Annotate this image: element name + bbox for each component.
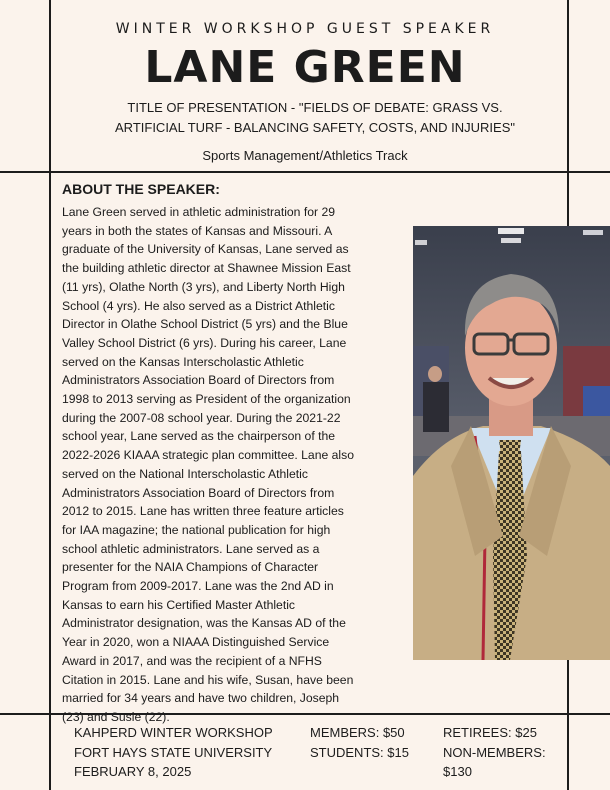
event-venue: FORT HAYS STATE UNIVERSITY (74, 744, 273, 760)
event-kicker: WINTER WORKSHOP GUEST SPEAKER (115, 21, 495, 37)
bio-line: school athletic administrators. Lane served as a (62, 541, 320, 556)
bio-line: Administrators Association Board of Directors from (62, 373, 335, 388)
bio-line: school year, Lane served as the chairperson of the (62, 429, 336, 444)
speaker-name: LANE GREEN (144, 42, 466, 93)
track-label: Sports Management/Athletics Track (202, 148, 408, 163)
event-info (74, 723, 273, 782)
about-heading: ABOUT THE SPEAKER: (62, 181, 220, 197)
bio-line: Program from 2009-2017. Lane was the 2nd AD in (62, 579, 334, 594)
bio-line: 2022-2026 KIAAA strategic plan committee. Lane also (62, 448, 354, 463)
event-name: KAHPERD WINTER WORKSHOP (74, 725, 273, 740)
bio-line: during the 2007-08 school year. During the 2021-22 (62, 410, 341, 425)
bio-line: Administrator designation, was the Kansas AD of the (62, 616, 346, 631)
bio-line: Valley School District (6 yrs). During his career, Lane (62, 335, 347, 350)
bio-line: Year in 2020, won a NIAAA Distinguished Service (62, 635, 330, 650)
bio-line: Director in Olathe School District (5 yrs) and the Blue (62, 317, 348, 332)
bio-line: (23) and Susie (22). (62, 709, 170, 724)
bio-line: School (4 yrs). He also served as a District Athletic (62, 298, 335, 313)
pricing-retirees-nonmembers (443, 723, 546, 782)
event-date: FEBRUARY 8, 2025 (74, 764, 192, 779)
bio-line: Award in 2017, and was the recipient of a NFHS (62, 653, 322, 668)
bio-line: Administrators Association Board of Directors from (62, 485, 335, 500)
bio-line: married for 34 years and have two children, Joseph (62, 691, 340, 706)
bio-line: Citation in 2015. Lane and his wife, Susan, have been (62, 672, 354, 687)
bio-line: Lane Green served in athletic administration for 29 (62, 205, 336, 219)
bio-line: years in both the states of Kansas and Missouri. A (62, 223, 333, 238)
members-price: MEMBERS: $50 (310, 725, 405, 740)
non-members-price: $130 (443, 764, 472, 779)
non-members-label: NON-MEMBERS: (443, 744, 546, 760)
left-frame-line (49, 0, 51, 790)
presentation-title-line: TITLE OF PRESENTATION - "FIELDS OF DEBATE: GRASS VS. (127, 100, 503, 115)
bio-line: served on the National Interscholastic Athletic (62, 466, 308, 481)
bio-line: the building athletic director at Shawnee Mission East (62, 261, 351, 276)
bio-line: for IAA magazine; the national publication for high (62, 522, 331, 537)
students-price: STUDENTS: $15 (310, 744, 409, 760)
retirees-price: RETIREES: $25 (443, 725, 537, 740)
header-divider (0, 171, 610, 173)
bio-line: 1998 to 2013 serving as President of the organization (62, 392, 351, 407)
bio-line: Kansas to earn his Certified Master Athletic (62, 597, 296, 612)
bio-line: graduate of the University of Kansas, Lane served as (62, 242, 349, 257)
bio-line: presenter for the NAIA Champions of Character (62, 560, 319, 575)
bio-line: served on the Kansas Interscholastic Athletic (62, 354, 304, 369)
bio-line: 2012 to 2015. Lane has written three feature articles (62, 504, 344, 519)
speaker-photo (413, 226, 610, 660)
speaker-bio (62, 203, 414, 727)
presentation-title-line: ARTIFICIAL TURF - BALANCING SAFETY, COSTS, AND INJURIES" (115, 120, 515, 135)
bio-line: (11 yrs), Olathe North (3 yrs), and Liberty North High (62, 279, 345, 294)
pricing-members-students (310, 723, 409, 762)
presentation-title (60, 98, 570, 138)
